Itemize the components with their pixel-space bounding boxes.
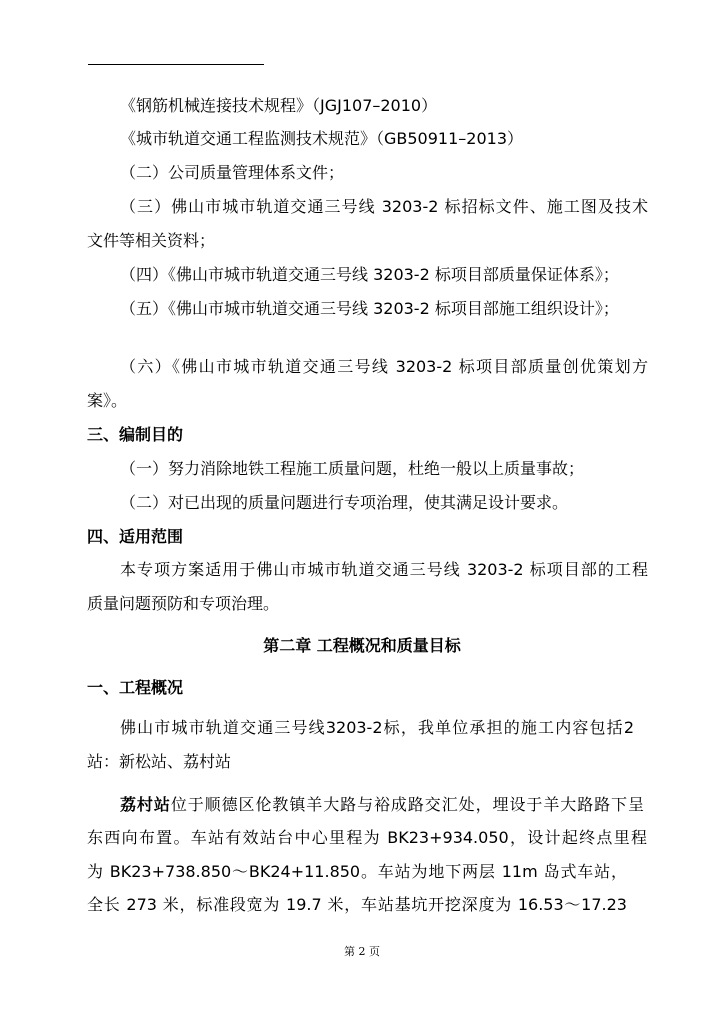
overview-paragraph-cont: 站：新松站、荔村站 bbox=[87, 752, 232, 771]
licun-station-name: 荔村站 bbox=[120, 795, 171, 814]
footnote-rule bbox=[88, 64, 264, 65]
page-number: 第 2 页 bbox=[344, 945, 380, 958]
licun-station-line-2: 东西向布置。车站有效站台中心里程为 BK23+934.050，设计起终点里程 bbox=[87, 828, 647, 847]
section-heading-overview: 一、工程概况 bbox=[87, 678, 184, 697]
section-heading-purpose: 三、编制目的 bbox=[87, 425, 184, 444]
reference-tender-docs-cont: 文件等相关资料； bbox=[87, 231, 216, 250]
reference-quality-assurance: （四）《佛山市城市轨道交通三号线 3203-2 标项目部质量保证体系》； bbox=[120, 265, 619, 284]
licun-station-location: 位于顺德区伦教镇羊大路与裕成路交汇处，埋设于羊大路路下呈 bbox=[170, 795, 644, 814]
overview-paragraph: 佛山市城市轨道交通三号线3203-2标，我单位承担的施工内容包括2 bbox=[120, 718, 634, 737]
licun-station-line-4: 全长 273 米，标准段宽为 19.7 米，车站基坑开挖深度为 16.53～17.23 bbox=[87, 895, 627, 914]
licun-station-line-3: 为 BK23+738.850～BK24+11.850。车站为地下两层 11m 岛式车站， bbox=[87, 862, 627, 881]
reference-quality-plan-cont: 案》。 bbox=[87, 391, 128, 410]
scope-paragraph-cont: 质量问题预防和专项治理。 bbox=[87, 594, 280, 613]
section-heading-scope: 四、适用范围 bbox=[87, 527, 184, 546]
reference-jgj107: 《钢筋机械连接技术规程》（JGJ107–2010） bbox=[120, 96, 438, 115]
purpose-item-1: （一）努力消除地铁工程施工质量问题，杜绝一般以上质量事故； bbox=[120, 459, 585, 478]
reference-gb50911: 《城市轨道交通工程监测技术规范》（GB50911–2013） bbox=[120, 129, 523, 148]
reference-company-quality-docs: （二）公司质量管理体系文件； bbox=[120, 163, 345, 182]
chapter-title: 第二章 工程概况和质量目标 bbox=[263, 636, 461, 655]
reference-tender-docs: （三）佛山市城市轨道交通三号线 3203-2 标招标文件、施工图及技术 bbox=[120, 197, 648, 216]
reference-construction-design: （五）《佛山市城市轨道交通三号线 3203-2 标项目部施工组织设计》； bbox=[120, 299, 619, 318]
scope-paragraph: 本专项方案适用于佛山市城市轨道交通三号线 3203-2 标项目部的工程 bbox=[120, 560, 648, 579]
purpose-item-2: （二）对已出现的质量问题进行专项治理，使其满足设计要求。 bbox=[120, 493, 569, 512]
reference-quality-plan: （六）《佛山市城市轨道交通三号线 3203-2 标项目部质量创优策划方 bbox=[120, 357, 648, 376]
licun-station-paragraph bbox=[120, 795, 644, 815]
